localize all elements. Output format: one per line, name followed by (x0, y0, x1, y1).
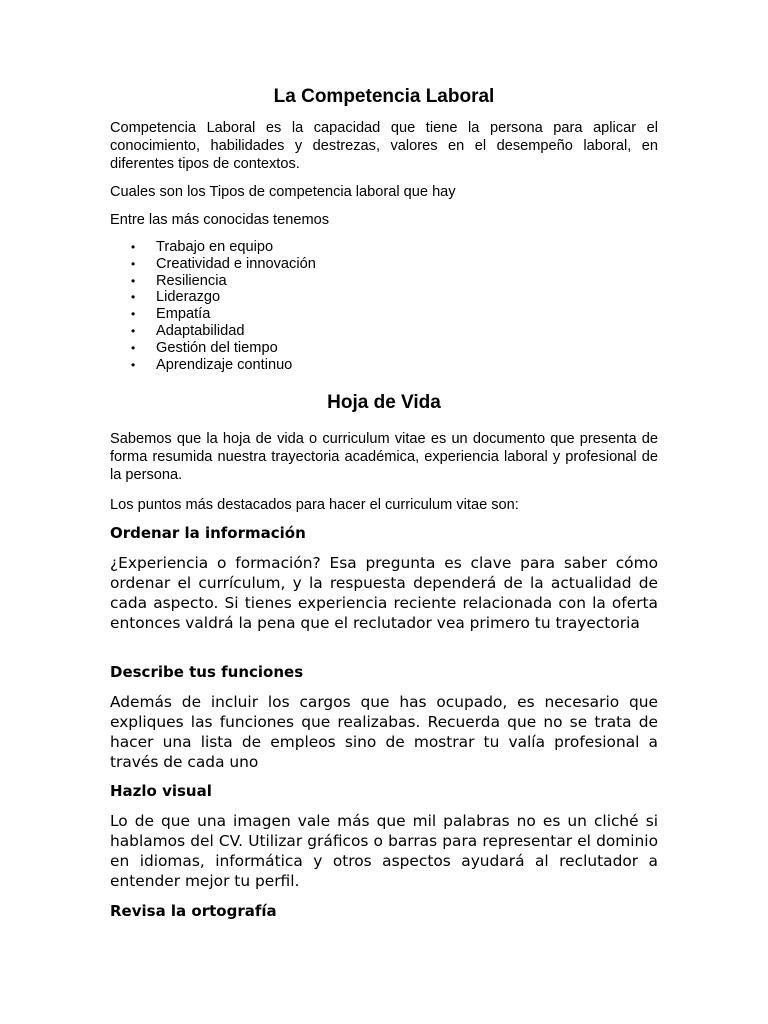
bullet-icon: • (131, 290, 136, 305)
bullet-icon: • (131, 256, 136, 271)
competencia-definition: Competencia Laboral es la capacidad que tiene la persona para aplicar el conocimiento, habilidades y destrezas, valores en el desempeño laboral, en diferentes tipos de contextos. (110, 120, 658, 172)
hoja-de-vida-lead: Los puntos más destacados para hacer el curriculum vitae son: (110, 497, 519, 513)
point-heading-ordenar: Ordenar la información (110, 524, 306, 542)
bullet-icon: • (131, 357, 136, 372)
list-item: • Empatía (131, 306, 211, 323)
point-body-funciones: Además de incluir los cargos que has ocupado, es necesario que expliques las funciones que realizabas. Recuerda que no se trata de hacer una lista de empleos sino de mostrar tu valía profesional a través de cada uno (110, 693, 658, 771)
competencia-list (110, 239, 658, 373)
list-item: • Resiliencia (131, 272, 227, 289)
section-title-hoja-de-vida: Hoja de Vida (327, 392, 441, 413)
bullet-icon: • (131, 307, 136, 322)
point-heading-funciones: Describe tus funciones (110, 663, 304, 681)
point-body-visual: Lo de que una imagen vale más que mil palabras no es un cliché si hablamos del CV. Utilizar gráficos o barras para representar el dominio en idiomas, informática y otros aspectos ayudará al reclutador a entender mejor tu perfil. (110, 812, 658, 890)
list-item: • Liderazgo (131, 289, 221, 306)
hoja-de-vida-intro: Sabemos que la hoja de vida o curriculum vitae es un documento que presenta de forma resumida nuestra trayectoria académica, experiencia laboral y profesional de la persona. (110, 431, 658, 483)
bullet-icon: • (131, 240, 136, 254)
list-item: • Aprendizaje continuo (131, 356, 293, 373)
list-item: • Trabajo en equipo (131, 239, 274, 255)
bullet-icon: • (131, 323, 136, 338)
bullet-icon: • (131, 340, 136, 355)
point-body-ordenar: ¿Experiencia o formación? Esa pregunta es clave para saber cómo ordenar el currículum, y la respuesta dependerá de la actualidad de cada aspecto. Si tienes experiencia reciente relacionada con la oferta entonces valdrá la pena que el reclutador vea primero tu trayectoria (110, 554, 658, 632)
competencia-question: Cuales son los Tipos de competencia laboral que hay (110, 184, 456, 200)
list-item: • Adaptabilidad (131, 322, 245, 339)
competencia-lead: Entre las más conocidas tenemos (110, 212, 330, 228)
list-item: • Gestión del tiempo (131, 339, 278, 356)
list-item: • Creatividad e innovación (131, 255, 316, 272)
point-heading-ortografia: Revisa la ortografía (110, 902, 277, 920)
bullet-icon: • (131, 273, 136, 288)
point-heading-visual: Hazlo visual (110, 782, 212, 800)
section-title-competencia: La Competencia Laboral (273, 86, 495, 107)
